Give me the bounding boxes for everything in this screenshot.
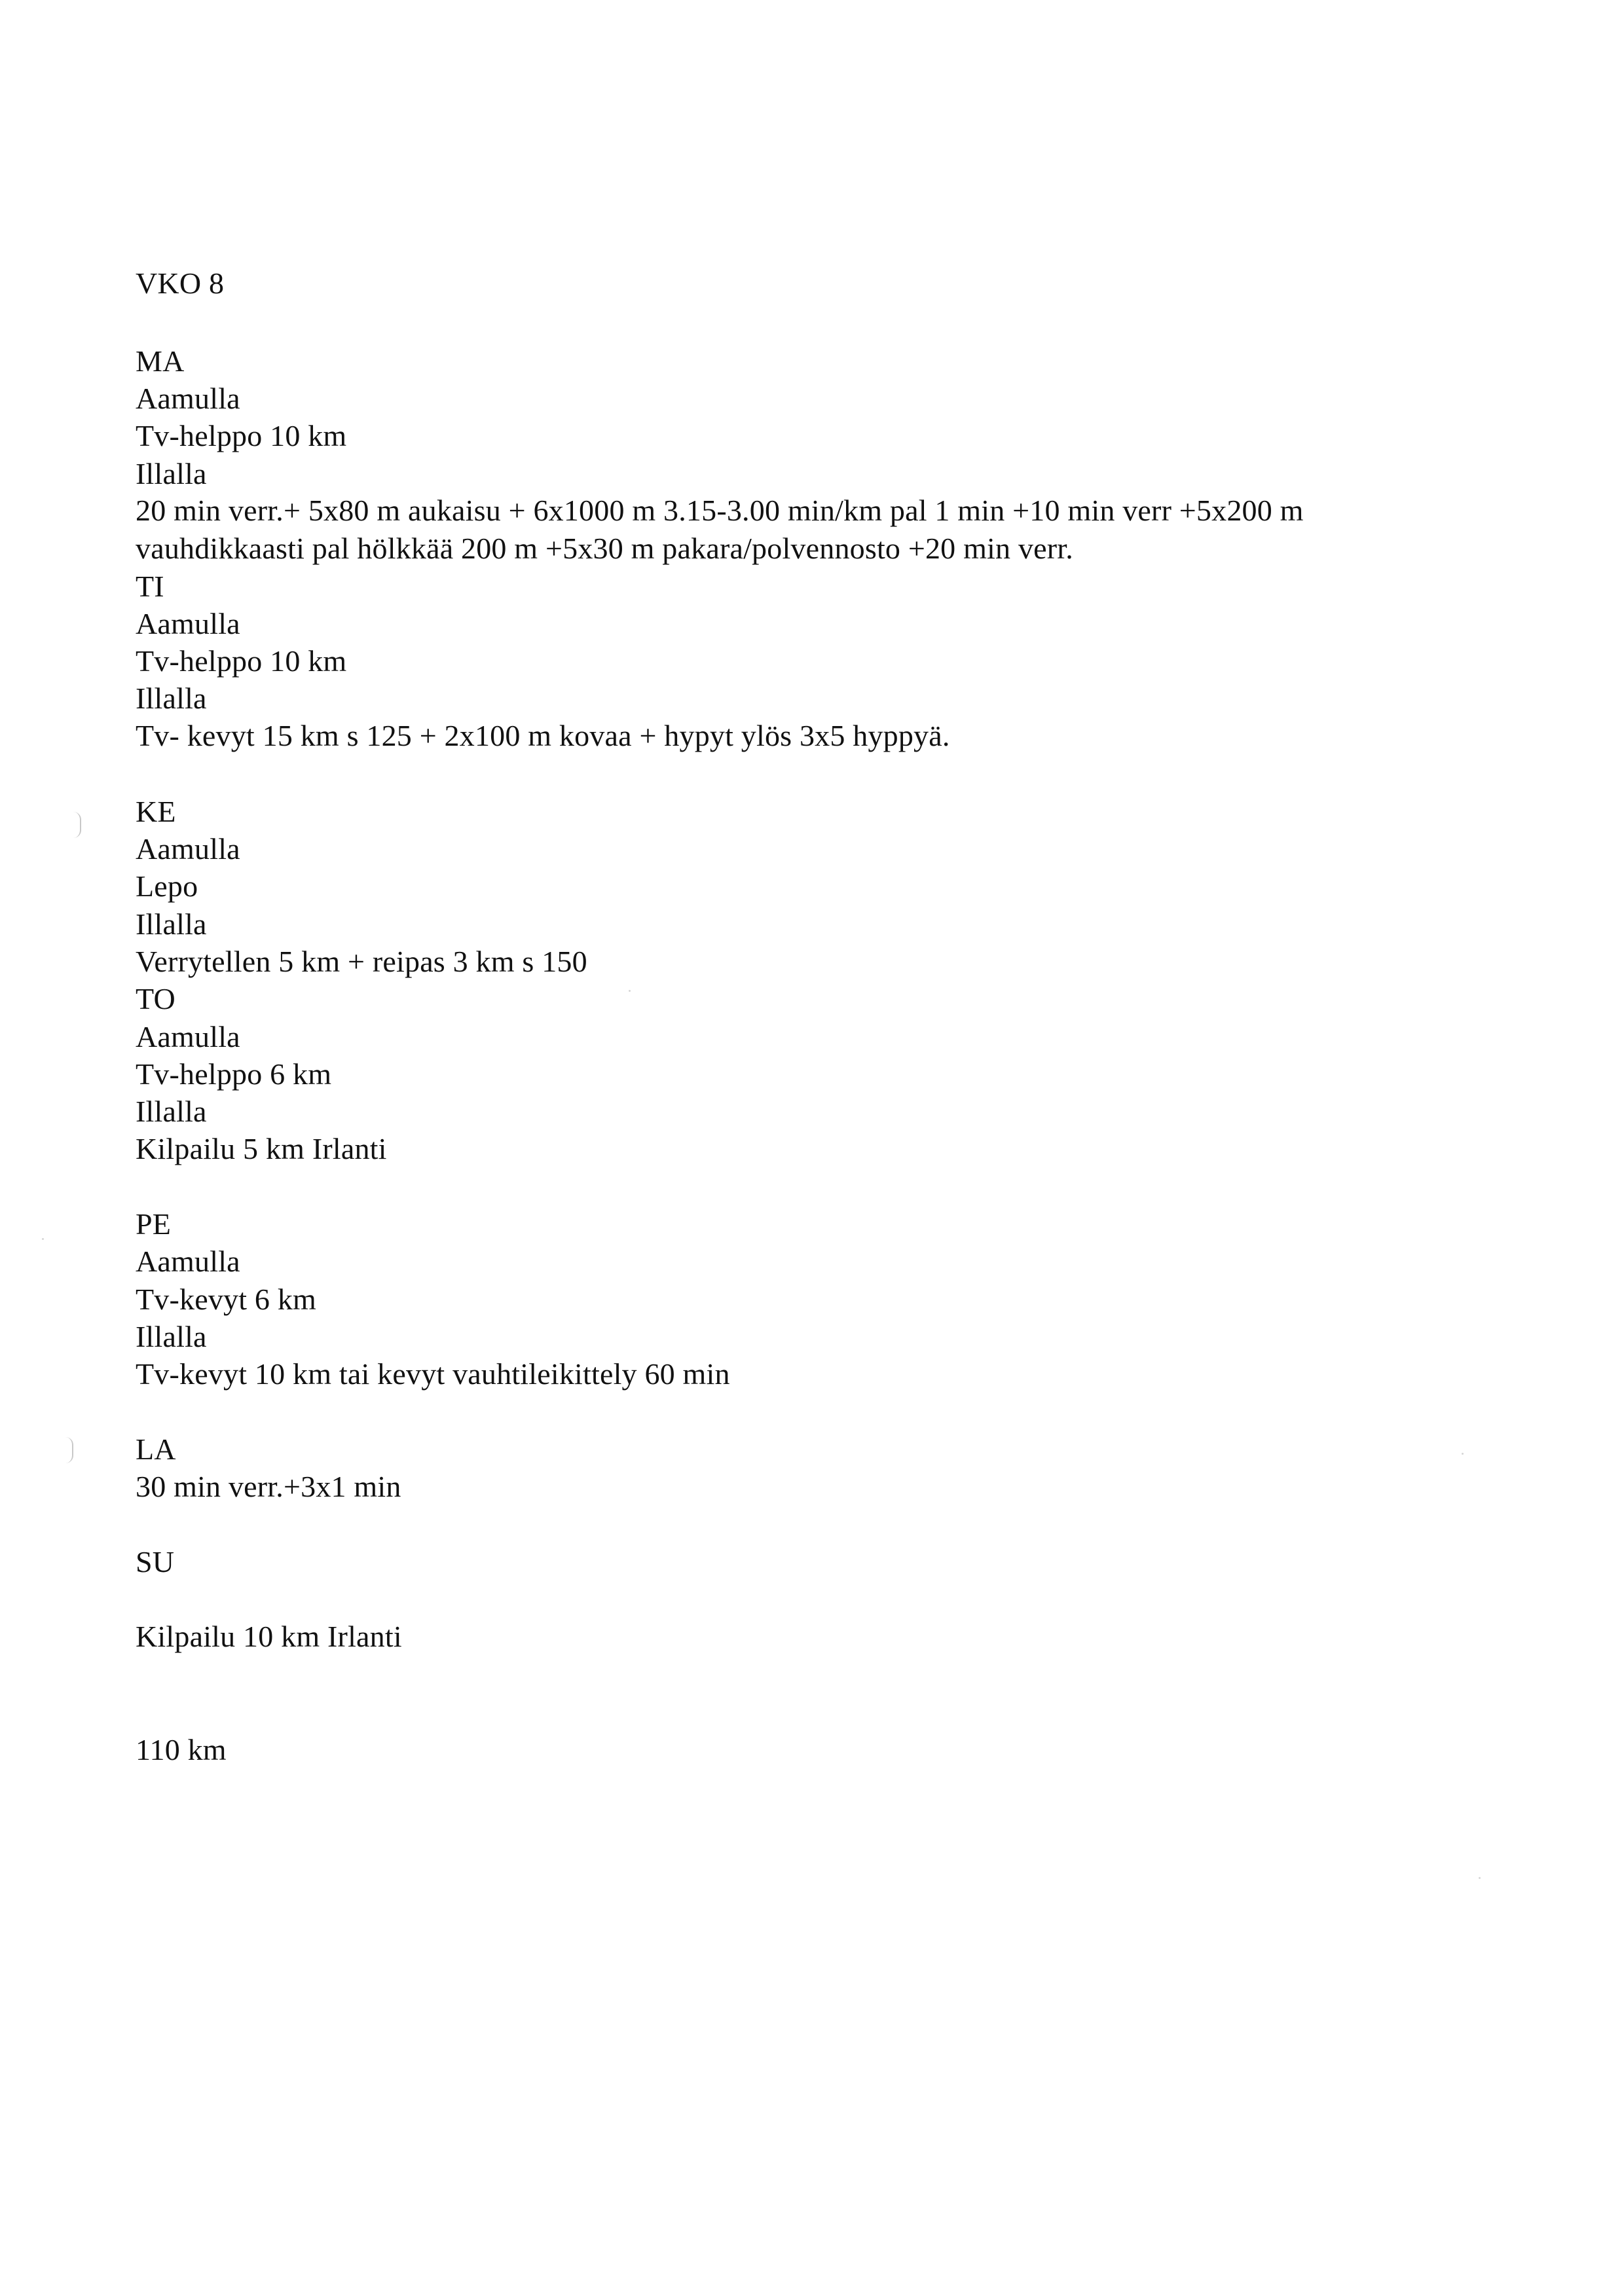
evening-label: Illalla <box>136 907 207 941</box>
scan-mark <box>65 1437 73 1463</box>
evening-session-line: 20 min verr.+ 5x80 m aukaisu + 6x1000 m 3.15-3.00 min/km pal 1 min +10 min verr +5x200 m <box>136 494 1304 527</box>
morning-label: Aamulla <box>136 607 240 640</box>
morning-label: Aamulla <box>136 832 240 866</box>
scan-speck <box>42 1238 44 1240</box>
evening-label: Illalla <box>136 682 207 715</box>
day-heading-to: TO <box>136 982 175 1015</box>
weekly-total: 110 km <box>136 1733 227 1766</box>
morning-session: Lepo <box>136 869 198 903</box>
evening-session-line: Kilpailu 5 km Irlanti <box>136 1132 387 1165</box>
morning-session: Tv-helppo 10 km <box>136 419 347 452</box>
evening-label: Illalla <box>136 457 207 490</box>
evening-label: Illalla <box>136 1320 207 1353</box>
day-heading-ke: KE <box>136 795 176 828</box>
sunday-session: Kilpailu 10 km Irlanti <box>136 1620 402 1653</box>
day-heading-la: LA <box>136 1432 176 1466</box>
morning-session: Tv-kevyt 6 km <box>136 1283 316 1316</box>
scan-speck <box>629 990 631 992</box>
day-heading-pe: PE <box>136 1207 172 1241</box>
day-heading-ma: MA <box>136 344 185 378</box>
week-title: VKO 8 <box>136 266 225 300</box>
morning-label: Aamulla <box>136 382 240 415</box>
morning-label: Aamulla <box>136 1245 240 1278</box>
saturday-session: 30 min verr.+3x1 min <box>136 1470 401 1503</box>
day-heading-ti: TI <box>136 570 164 603</box>
morning-session: Tv-helppo 6 km <box>136 1057 332 1091</box>
morning-label: Aamulla <box>136 1020 240 1053</box>
scan-speck <box>1479 1877 1481 1879</box>
evening-session-line: vauhdikkaasti pal hölkkää 200 m +5x30 m pakara/polvennosto +20 min verr. <box>136 532 1073 565</box>
evening-session-line: Tv-kevyt 10 km tai kevyt vauhtileikittely 60 min <box>136 1357 730 1391</box>
scan-mark <box>73 812 81 838</box>
day-heading-su: SU <box>136 1545 175 1578</box>
evening-session-line: Verrytellen 5 km + reipas 3 km s 150 <box>136 945 587 978</box>
evening-session-line: Tv- kevyt 15 km s 125 + 2x100 m kovaa + hypyt ylös 3x5 hyppyä. <box>136 719 950 752</box>
morning-session: Tv-helppo 10 km <box>136 644 347 678</box>
evening-label: Illalla <box>136 1095 207 1128</box>
scan-speck <box>1462 1453 1464 1455</box>
